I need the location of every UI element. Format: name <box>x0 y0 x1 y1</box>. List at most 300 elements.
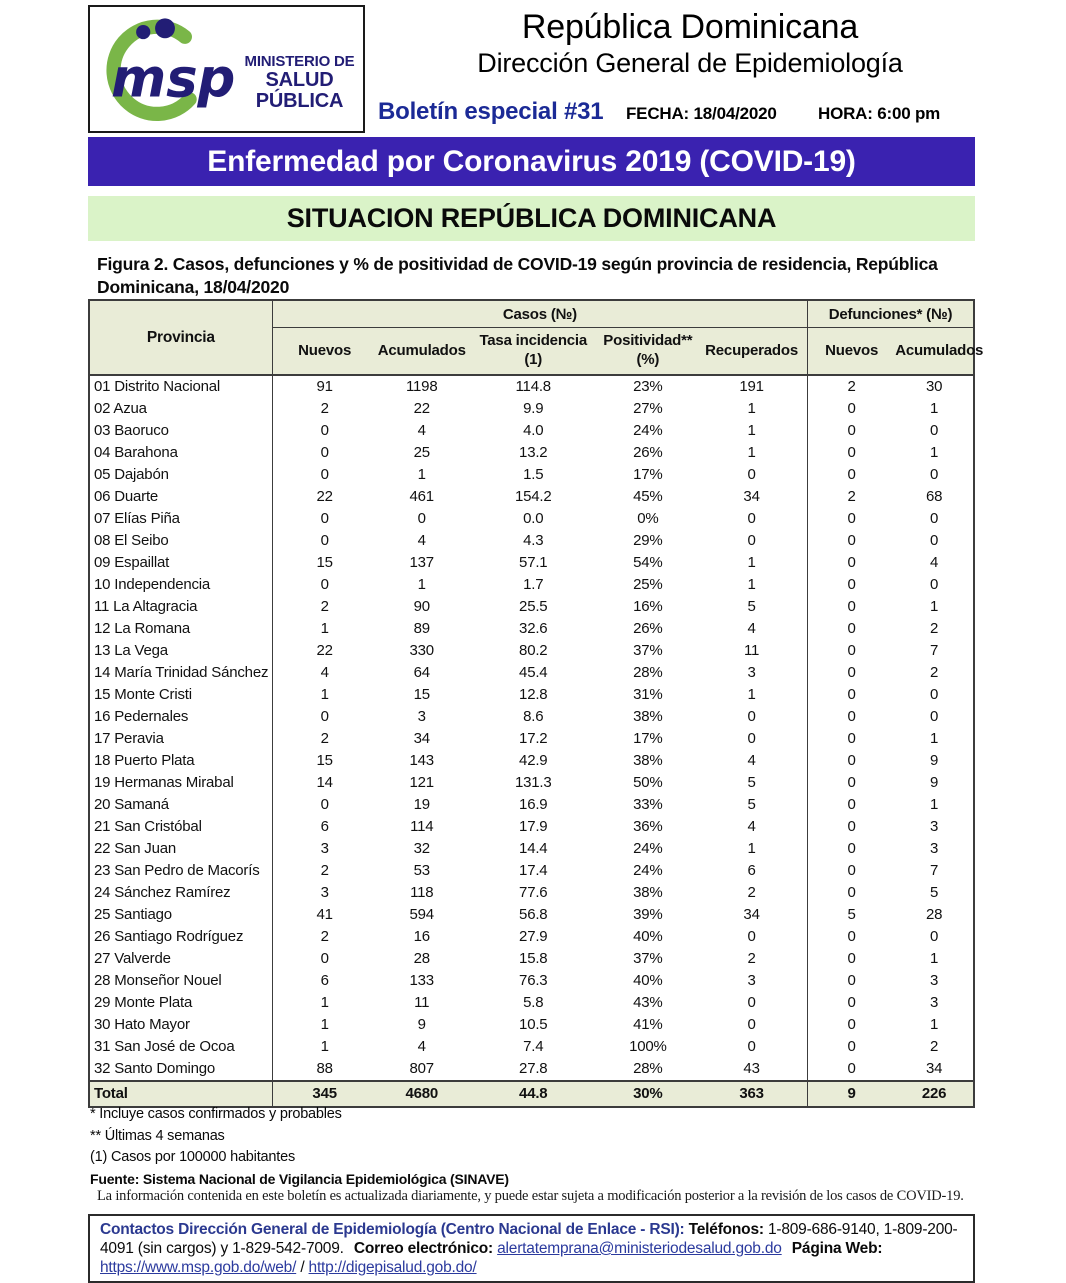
value-cell: 0 <box>320 796 329 813</box>
province-cell: 03 Baoruco <box>89 420 272 442</box>
value-cell: 16% <box>633 598 663 615</box>
value-cell: 1 <box>320 1038 329 1055</box>
col-header-sublabel: (1) <box>524 351 543 368</box>
value-cell: 25 <box>413 444 430 461</box>
value-cell: 22 <box>316 488 333 505</box>
value-cell: 28% <box>633 1060 663 1077</box>
col-header-recuperados <box>696 328 808 376</box>
value-cell: 5 <box>930 884 939 901</box>
value-cell: 6 <box>320 972 329 989</box>
table-row <box>89 816 974 838</box>
value-cell: 3 <box>930 818 939 835</box>
value-cell: 37% <box>633 642 663 659</box>
value-cell: 0 <box>747 1016 756 1033</box>
value-cell: 0 <box>808 882 896 904</box>
table-row <box>89 530 974 552</box>
group-header-casos: Casos (№) <box>272 300 807 328</box>
value-cell: 1 <box>930 796 939 813</box>
value-cell: 0 <box>320 576 329 593</box>
footnotes <box>90 1104 970 1190</box>
value-cell: 1 <box>930 1016 939 1033</box>
bulletin-time: HORA: 6:00 pm <box>818 104 941 123</box>
province-cell: 29 Monte Plata <box>89 992 272 1014</box>
value-cell: 28 <box>413 950 430 967</box>
value-cell: 0 <box>808 706 896 728</box>
value-cell: 38% <box>633 884 663 901</box>
value-cell: 1 <box>417 576 426 593</box>
value-cell: 15 <box>413 686 430 703</box>
value-cell: 2 <box>930 620 939 637</box>
value-cell: 1 <box>930 598 939 615</box>
value-cell: 5 <box>747 598 756 615</box>
logo-line2: SALUD PÚBLICA <box>255 68 344 112</box>
value-cell: 0 <box>808 794 896 816</box>
value-cell: 17.9 <box>519 818 548 835</box>
value-cell: 0 <box>747 994 756 1011</box>
col-header-label: Recuperados <box>705 341 798 359</box>
value-cell: 89 <box>413 620 430 637</box>
table-row <box>89 838 974 860</box>
value-cell: 363 <box>696 1081 808 1107</box>
main-title-banner: Enfermedad por Coronavirus 2019 (COVID-19) <box>88 137 975 186</box>
table-row <box>89 794 974 816</box>
province-cell: 10 Independencia <box>89 574 272 596</box>
value-cell: 0 <box>808 970 896 992</box>
value-cell: 0 <box>930 928 939 945</box>
value-cell: 0 <box>930 422 939 439</box>
value-cell: 4 <box>747 752 756 769</box>
table-row <box>89 860 974 882</box>
col-header-def-acumulados <box>895 328 984 376</box>
value-cell: 14.4 <box>519 840 548 857</box>
total-label-cell: Total <box>89 1081 272 1107</box>
email-label: Correo electrónico: <box>353 1240 494 1257</box>
table-row <box>89 1036 974 1058</box>
value-cell: 10.5 <box>519 1016 548 1033</box>
province-cell: 16 Pedernales <box>89 706 272 728</box>
value-cell: 0 <box>808 948 896 970</box>
value-cell: 77.6 <box>519 884 548 901</box>
value-cell: 0 <box>808 728 896 750</box>
value-cell: 9 <box>808 1081 896 1107</box>
value-cell: 15 <box>316 752 333 769</box>
value-cell: 8.6 <box>523 708 544 725</box>
value-cell: 27.8 <box>519 1060 548 1077</box>
situation-banner: SITUACION REPÚBLICA DOMINICANA <box>88 196 975 241</box>
value-cell: 29% <box>633 532 663 549</box>
value-cell: 38% <box>633 708 663 725</box>
value-cell: 2 <box>930 664 939 681</box>
table-row <box>89 508 974 530</box>
value-cell: 0 <box>808 684 896 706</box>
value-cell: 5 <box>747 774 756 791</box>
value-cell: 53 <box>413 862 430 879</box>
value-cell: 4 <box>417 1038 426 1055</box>
country-title: República Dominicana <box>521 8 859 46</box>
province-cell: 01 Distrito Nacional <box>89 375 272 398</box>
phones-label: Teléfonos: <box>688 1221 764 1238</box>
province-cell: 24 Sánchez Ramírez <box>89 882 272 904</box>
value-cell: 0 <box>808 926 896 948</box>
value-cell: 0 <box>808 508 896 530</box>
table-row <box>89 970 974 992</box>
table-row <box>89 1058 974 1081</box>
value-cell: 40% <box>633 928 663 945</box>
value-cell: 16 <box>413 928 430 945</box>
value-cell: 57.1 <box>519 554 548 571</box>
value-cell: 45.4 <box>519 664 548 681</box>
value-cell: 22 <box>413 400 430 417</box>
col-header-acumulados <box>377 328 467 376</box>
value-cell: 32.6 <box>519 620 548 637</box>
value-cell: 0 <box>320 444 329 461</box>
table-row <box>89 420 974 442</box>
value-cell: 19 <box>413 796 430 813</box>
value-cell: 76.3 <box>519 972 548 989</box>
value-cell: 68 <box>925 488 943 505</box>
covid-province-table <box>88 299 984 1108</box>
value-cell: 137 <box>409 554 434 571</box>
table-row <box>89 552 974 574</box>
value-cell: 41% <box>633 1016 663 1033</box>
value-cell: 0 <box>808 574 896 596</box>
value-cell: 5 <box>808 904 896 926</box>
value-cell: 2 <box>808 375 896 398</box>
province-cell: 07 Elías Piña <box>89 508 272 530</box>
value-cell: 27% <box>633 400 663 417</box>
value-cell: 345 <box>272 1081 376 1107</box>
value-cell: 2 <box>320 598 329 615</box>
bulletin-info-row <box>378 98 998 132</box>
value-cell: 114 <box>410 818 434 835</box>
value-cell: 50% <box>633 774 663 791</box>
contact-box <box>88 1214 975 1283</box>
table-row <box>89 706 974 728</box>
col-header-positividad <box>600 328 696 376</box>
bulletin-number: Boletín especial #31 <box>378 98 604 125</box>
value-cell: 38% <box>633 752 663 769</box>
table-row <box>89 662 974 684</box>
value-cell: 44.8 <box>467 1081 600 1107</box>
web-link-digepi[interactable]: http://digepisalud.gob.do/ <box>308 1259 477 1276</box>
value-cell: 0 <box>320 532 329 549</box>
value-cell: 45% <box>633 488 663 505</box>
value-cell: 37% <box>633 950 663 967</box>
value-cell: 13.2 <box>519 444 548 461</box>
value-cell: 34 <box>925 1060 943 1077</box>
value-cell: 0 <box>320 422 329 439</box>
value-cell: 24% <box>633 840 663 857</box>
province-cell: 11 La Altagracia <box>89 596 272 618</box>
value-cell: 0 <box>808 618 896 640</box>
value-cell: 16.9 <box>519 796 548 813</box>
value-cell: 1198 <box>406 378 438 395</box>
value-cell: 25.5 <box>519 598 548 615</box>
value-cell: 0.0 <box>523 510 544 527</box>
value-cell: 0 <box>747 466 756 483</box>
value-cell: 11 <box>414 994 430 1011</box>
document-header <box>395 8 985 79</box>
value-cell: 3 <box>930 994 939 1011</box>
value-cell: 32 <box>413 840 430 857</box>
value-cell: 5.8 <box>523 994 544 1011</box>
value-cell: 1.5 <box>523 466 544 483</box>
province-cell: 22 San Juan <box>89 838 272 860</box>
table-row <box>89 596 974 618</box>
value-cell: 17% <box>633 466 663 483</box>
logo-line1: MINISTERIO DE <box>244 53 355 71</box>
province-cell: 15 Monte Cristi <box>89 684 272 706</box>
value-cell: 4 <box>320 664 329 681</box>
value-cell: 1 <box>747 686 756 703</box>
value-cell: 1 <box>930 950 939 967</box>
value-cell: 31% <box>633 686 663 703</box>
value-cell: 0 <box>747 730 756 747</box>
value-cell: 0 <box>808 750 896 772</box>
value-cell: 88 <box>316 1060 333 1077</box>
col-header-def-nuevos <box>808 328 896 376</box>
value-cell: 0 <box>747 1038 756 1055</box>
value-cell: 0 <box>320 510 329 527</box>
value-cell: 1 <box>747 422 756 439</box>
value-cell: 1 <box>320 1016 329 1033</box>
value-cell: 191 <box>739 378 764 395</box>
value-cell: 4680 <box>377 1081 467 1107</box>
value-cell: 28 <box>925 906 943 923</box>
value-cell: 1.7 <box>523 576 544 593</box>
province-cell: 17 Peravia <box>89 728 272 750</box>
table-row <box>89 904 974 926</box>
province-cell: 05 Dajabón <box>89 464 272 486</box>
value-cell: 15.8 <box>519 950 548 967</box>
value-cell: 7 <box>930 862 939 879</box>
value-cell: 26% <box>633 444 663 461</box>
value-cell: 594 <box>409 906 434 923</box>
msp-logo-box <box>88 5 365 133</box>
value-cell: 2 <box>930 1038 939 1055</box>
table-row <box>89 464 974 486</box>
value-cell: 4 <box>930 554 939 571</box>
value-cell: 2 <box>320 730 329 747</box>
table-body <box>89 375 974 1107</box>
value-cell: 54% <box>633 554 663 571</box>
source-note: Fuente: Sistema Nacional de Vigilancia Epidemiológica (SINAVE) <box>90 1170 509 1187</box>
province-cell: 27 Valverde <box>89 948 272 970</box>
value-cell: 1 <box>320 686 329 703</box>
value-cell: 0 <box>930 510 939 527</box>
province-cell: 02 Azua <box>89 398 272 420</box>
value-cell: 0% <box>637 510 659 527</box>
value-cell: 143 <box>409 752 434 769</box>
value-cell: 33% <box>633 796 663 813</box>
email-link[interactable]: alertatemprana@ministeriodesalud.gob.do <box>497 1240 782 1257</box>
value-cell: 28% <box>633 664 663 681</box>
value-cell: 0 <box>930 532 939 549</box>
table-row <box>89 750 974 772</box>
value-cell: 5 <box>747 796 756 813</box>
value-cell: 4 <box>417 532 426 549</box>
value-cell: 0 <box>320 950 329 967</box>
value-cell: 0 <box>930 708 939 725</box>
value-cell: 0 <box>747 532 756 549</box>
value-cell: 3 <box>320 884 329 901</box>
value-cell: 90 <box>413 598 430 615</box>
province-cell: 31 San José de Ocoa <box>89 1036 272 1058</box>
value-cell: 3 <box>747 664 756 681</box>
value-cell: 39% <box>633 906 663 923</box>
table-row <box>89 640 974 662</box>
table-row <box>89 375 974 398</box>
value-cell: 6 <box>320 818 329 835</box>
value-cell: 43 <box>743 1060 760 1077</box>
province-cell: 04 Barahona <box>89 442 272 464</box>
web-label: Página Web: <box>791 1240 883 1257</box>
value-cell: 34 <box>743 906 760 923</box>
table-row <box>89 684 974 706</box>
department-title: Dirección General de Epidemiología <box>477 48 903 79</box>
col-header-sublabel: (%) <box>636 351 660 368</box>
value-cell: 0 <box>930 686 939 703</box>
value-cell: 0 <box>808 992 896 1014</box>
value-cell: 4.3 <box>523 532 544 549</box>
value-cell: 807 <box>409 1060 434 1077</box>
value-cell: 1 <box>930 400 939 417</box>
footnote-1: * Incluye casos confirmados y probables <box>90 1106 342 1122</box>
value-cell: 17% <box>633 730 663 747</box>
province-cell: 09 Espaillat <box>89 552 272 574</box>
value-cell: 15 <box>316 554 333 571</box>
value-cell: 0 <box>808 464 896 486</box>
value-cell: 0 <box>808 816 896 838</box>
table-row <box>89 574 974 596</box>
value-cell: 3 <box>320 840 329 857</box>
value-cell: 0 <box>808 596 896 618</box>
value-cell: 1 <box>747 840 756 857</box>
value-cell: 226 <box>895 1081 974 1107</box>
col-header-label: Acumulados <box>895 341 984 359</box>
value-cell: 1 <box>417 466 426 483</box>
value-cell: 9 <box>417 1016 426 1033</box>
value-cell: 42.9 <box>519 752 548 769</box>
value-cell: 1 <box>320 620 329 637</box>
value-cell: 0 <box>808 552 896 574</box>
col-header-tasa-incidencia <box>467 328 600 376</box>
value-cell: 17.2 <box>519 730 548 747</box>
web-link-msp[interactable]: https://www.msp.gob.do/web/ <box>100 1259 297 1276</box>
value-cell: 30% <box>600 1081 696 1107</box>
value-cell: 1 <box>930 730 939 747</box>
value-cell: 1 <box>747 554 756 571</box>
table-header <box>89 300 984 375</box>
value-cell: 0 <box>930 466 939 483</box>
value-cell: 0 <box>747 708 756 725</box>
value-cell: 0 <box>808 442 896 464</box>
value-cell: 0 <box>320 466 329 483</box>
province-cell: 12 La Romana <box>89 618 272 640</box>
value-cell: 17.4 <box>519 862 548 879</box>
msp-logo-icon <box>94 11 236 127</box>
value-cell: 80.2 <box>519 642 548 659</box>
province-cell: 08 El Seibo <box>89 530 272 552</box>
value-cell: 2 <box>320 928 329 945</box>
province-cell: 26 Santiago Rodríguez <box>89 926 272 948</box>
value-cell: 34 <box>413 730 430 747</box>
table-row <box>89 882 974 904</box>
col-header-provincia: Provincia <box>89 300 272 375</box>
value-cell: 4 <box>747 818 756 835</box>
value-cell: 2 <box>808 486 896 508</box>
value-cell: 11 <box>743 642 760 659</box>
value-cell: 36% <box>633 818 663 835</box>
value-cell: 2 <box>320 400 329 417</box>
value-cell: 25% <box>633 576 663 593</box>
value-cell: 3 <box>417 708 426 725</box>
value-cell: 0 <box>747 510 756 527</box>
value-cell: 3 <box>930 972 939 989</box>
value-cell: 24% <box>633 422 663 439</box>
value-cell: 100% <box>629 1038 667 1055</box>
value-cell: 0 <box>417 510 426 527</box>
footnote-3: (1) Casos por 100000 habitantes <box>90 1149 295 1165</box>
contact-intro: Contactos Dirección General de Epidemiología (Centro Nacional de Enlace - RSI): <box>100 1221 685 1238</box>
value-cell: 4 <box>417 422 426 439</box>
svg-text:msp: msp <box>111 47 236 110</box>
value-cell: 43% <box>633 994 663 1011</box>
col-header-label: Nuevos <box>825 341 879 359</box>
value-cell: 114.8 <box>515 378 551 395</box>
value-cell: 0 <box>930 576 939 593</box>
province-cell: 13 La Vega <box>89 640 272 662</box>
value-cell: 0 <box>808 772 896 794</box>
disclaimer-note: La información contenida en este boletín es actualizada diariamente, y puede estar sujeta a modificación posterior a la revisión de los casos de COVID-19. <box>97 1188 964 1204</box>
table-row <box>89 398 974 420</box>
value-cell: 4 <box>747 620 756 637</box>
value-cell: 0 <box>808 1014 896 1036</box>
table-row <box>89 442 974 464</box>
value-cell: 3 <box>747 972 756 989</box>
value-cell: 56.8 <box>519 906 548 923</box>
bulletin-date: FECHA: 18/04/2020 <box>626 104 777 123</box>
value-cell: 7 <box>930 642 939 659</box>
value-cell: 1 <box>930 444 939 461</box>
logo-ministry-name <box>236 54 363 112</box>
value-cell: 330 <box>409 642 434 659</box>
figure-caption: Figura 2. Casos, defunciones y % de positividad de COVID-19 según provincia de residencia, República Dominicana, 18/04/2020 <box>97 254 938 297</box>
value-cell: 1 <box>747 400 756 417</box>
value-cell: 1 <box>320 994 329 1011</box>
col-header-label: Positividad** <box>603 332 693 350</box>
value-cell: 30 <box>925 378 943 395</box>
value-cell: 2 <box>320 862 329 879</box>
value-cell: 118 <box>410 884 434 901</box>
province-cell: 25 Santiago <box>89 904 272 926</box>
link-separator: / <box>300 1259 305 1276</box>
value-cell: 40% <box>633 972 663 989</box>
value-cell: 9.9 <box>523 400 544 417</box>
footnote-2: ** Últimas 4 semanas <box>90 1127 225 1144</box>
value-cell: 0 <box>808 398 896 420</box>
province-cell: 18 Puerto Plata <box>89 750 272 772</box>
value-cell: 0 <box>808 860 896 882</box>
province-cell: 30 Hato Mayor <box>89 1014 272 1036</box>
value-cell: 461 <box>409 488 434 505</box>
group-header-defunciones: Defunciones* (№) <box>808 300 974 328</box>
table-row <box>89 926 974 948</box>
value-cell: 2 <box>747 884 756 901</box>
value-cell: 0 <box>808 662 896 684</box>
province-cell: 21 San Cristóbal <box>89 816 272 838</box>
value-cell: 0 <box>320 708 329 725</box>
